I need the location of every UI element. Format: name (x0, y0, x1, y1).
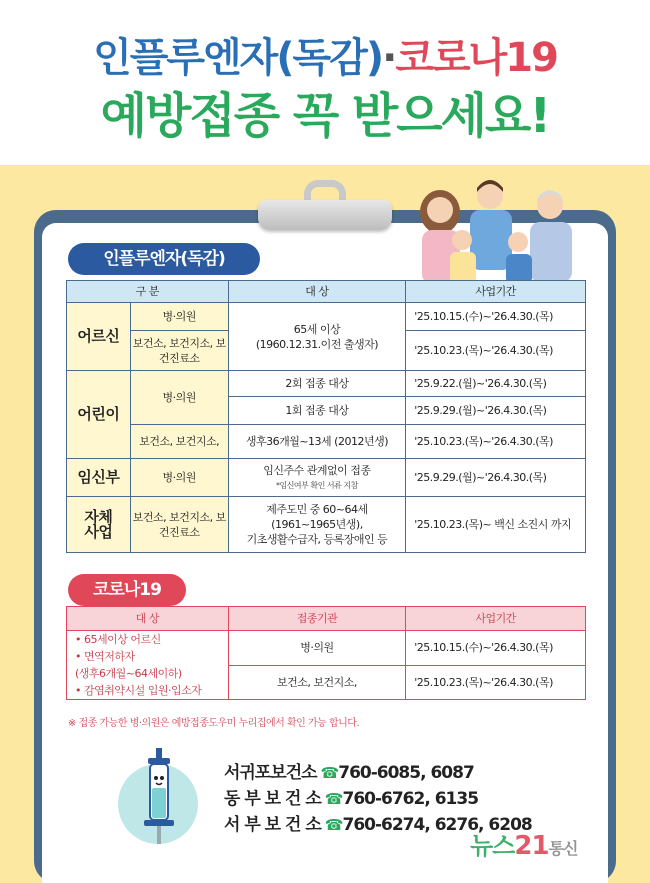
news-logo (470, 826, 577, 861)
covid-header-institution: 접종기관 (228, 607, 406, 631)
logo-number: 21 (514, 831, 549, 861)
sub-child-clinic: 병·의원 (130, 371, 228, 425)
table-row (67, 371, 586, 397)
sub-child-health-center: 보건소, 보건지소, (130, 425, 228, 459)
title-flu: 인플루엔자(독감) (93, 35, 383, 81)
sub-local: 보건소, 보건지소, 보건진료소 (130, 497, 228, 553)
flu-table (66, 280, 586, 553)
target-pregnant (228, 459, 406, 497)
contact-name: 서귀포보건소 (224, 763, 317, 783)
covid-period-clinic: '25.10.15.(수)~'26.4.30.(목) (406, 631, 586, 666)
logo-text: 뉴스 (470, 832, 515, 860)
target-senior (228, 303, 406, 371)
period-child-one-dose: '25.9.29.(월)~'26.4.30.(목) (406, 397, 586, 425)
period-local: '25.10.23.(목)~ 백신 소진시 까지 (406, 497, 586, 553)
target-local (228, 497, 406, 553)
syringe-mascot-icon (142, 748, 176, 844)
target-child-age: 생후36개월~13세 (2012년생) (228, 425, 406, 459)
table-row (67, 459, 586, 497)
target-child-one-dose: 1회 접종 대상 (228, 397, 406, 425)
covid-target-2: • 면역저하자 (75, 650, 135, 663)
category-local (67, 497, 131, 553)
covid-section-label: 코로나19 (68, 574, 186, 606)
table-row (67, 303, 586, 331)
flu-section-label: 인플루엔자(독감) (68, 243, 260, 275)
target-pregnant-text: 임신주수 관계없이 접종 (263, 463, 371, 477)
covid-target-3: (생후6개월~64세이하) (75, 667, 182, 680)
covid-header-period: 사업기간 (406, 607, 586, 631)
table-row (67, 631, 586, 666)
contact-tel: 760-6762, 6135 (342, 789, 479, 809)
period-child-two-dose: '25.9.22.(월)~'26.4.30.(목) (406, 371, 586, 397)
target-senior-line2: (1960.12.31.이전 출생자) (255, 337, 379, 351)
covid-targets (67, 631, 229, 700)
category-pregnant: 임신부 (67, 459, 131, 497)
covid-target-1: • 65세이상 어르신 (75, 633, 161, 646)
table-row (67, 425, 586, 459)
covid-header-row (67, 607, 586, 631)
covid-institution-clinic: 병·의원 (228, 631, 406, 666)
contact-tel: 760-6274, 6276, 6208 (342, 815, 532, 835)
contact-name: 서 부 보 건 소 (224, 815, 321, 835)
title-dot: · (382, 35, 396, 81)
period-child-health-center: '25.10.23.(목)~'26.4.30.(목) (406, 425, 586, 459)
category-child: 어린이 (67, 371, 131, 459)
contact-row (224, 786, 532, 812)
flu-header-row (67, 281, 586, 303)
family-illustration (410, 172, 588, 284)
target-child-two-dose: 2회 접종 대상 (228, 371, 406, 397)
period-pregnant: '25.9.29.(월)~'26.4.30.(목) (406, 459, 586, 497)
contact-tel: 760-6085, 6087 (338, 763, 474, 783)
table-row (67, 497, 586, 553)
period-senior-health-center: '25.10.23.(목)~'26.4.30.(목) (406, 331, 586, 371)
sub-senior-clinic: 병·의원 (130, 303, 228, 331)
covid-header-target: 대 상 (67, 607, 229, 631)
phone-icon: ☎ (324, 790, 343, 808)
target-senior-line1: 65세 이상 (293, 322, 341, 336)
contact-name: 동 부 보 건 소 (224, 789, 321, 809)
covid-target-4: • 감염취약시설 입원·입소자 (75, 684, 202, 697)
category-local-line2: 사업 (84, 522, 113, 541)
clipboard-clip-body (258, 200, 392, 230)
contact-row (224, 760, 532, 786)
sub-pregnant: 병·의원 (130, 459, 228, 497)
covid-period-health-center: '25.10.23.(목)~'26.4.30.(목) (406, 665, 586, 700)
target-pregnant-note: *임신여부 확인 서류 지참 (275, 480, 358, 490)
sub-senior-health-center: 보건소, 보건지소, 보건진료소 (130, 331, 228, 371)
flu-header-target: 대 상 (228, 281, 406, 303)
page-header (0, 0, 650, 165)
category-local-line1: 자체 (84, 507, 113, 526)
covid-table (66, 606, 586, 700)
target-local-line1: 제주도민 중 60~64세 (266, 503, 368, 516)
covid-institution-health-center: 보건소, 보건지소, (228, 665, 406, 700)
target-local-line3: 기초생활수급자, 등록장애인 등 (246, 533, 388, 546)
category-senior: 어르신 (67, 303, 131, 371)
footnote: ※ 접종 가능한 병·의원은 예방접종도우미 누리집에서 확인 가능 합니다. (68, 718, 360, 729)
flu-header-category: 구 분 (67, 281, 229, 303)
title-covid: 코로나19 (395, 35, 557, 81)
flu-header-period: 사업기간 (406, 281, 586, 303)
phone-icon: ☎ (324, 816, 343, 834)
main-title (0, 34, 650, 82)
logo-suffix: 통신 (548, 839, 578, 858)
main-subtitle: 예방접종 꼭 받으세요! (100, 88, 550, 144)
target-local-line2: (1961~1965년생), (271, 518, 363, 531)
phone-icon: ☎ (320, 764, 339, 782)
period-senior-clinic: '25.10.15.(수)~'26.4.30.(목) (406, 303, 586, 331)
